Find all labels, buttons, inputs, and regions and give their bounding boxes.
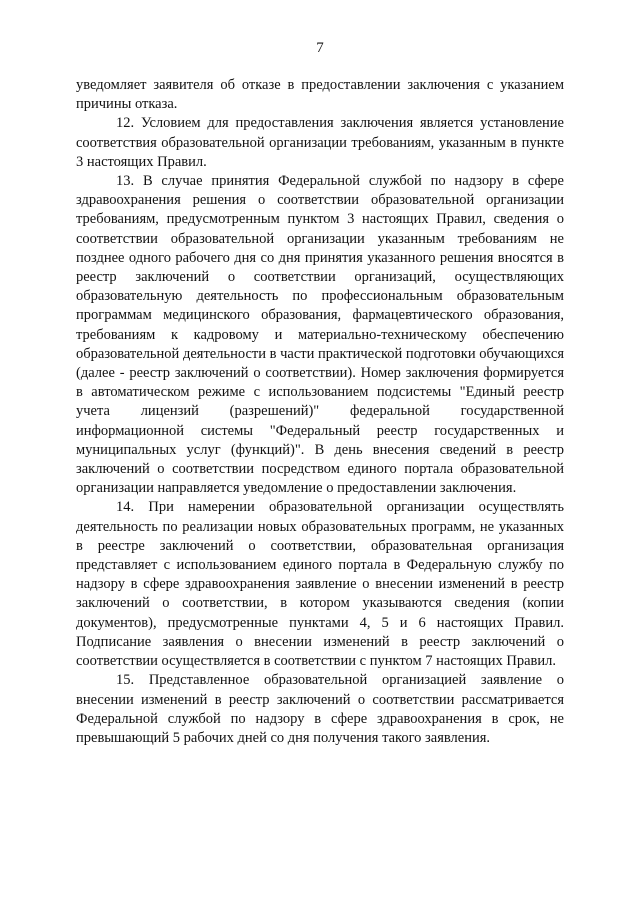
document-body	[76, 76, 564, 748]
paragraph-14: 14. При намерении образовательной организации осуществлять деятельность по реализации новых образовательных программ, не указанных в реестре заключений о соответствии, образовательная организация представляет с использованием единого портала в Федеральную службу по надзору в сфере здравоохранения заявление о внесении изменений в реестр заключений о соответствии, в котором указываются сведения (копии документов), предусмотренные пунктами 4, 5 и 6 настоящих Правил. Подписание заявления о внесении изменений в реестр заключений о соответствии осуществляется в соответствии с пунктом 7 настоящих Правил.	[76, 499, 564, 670]
page-number: 7	[316, 40, 324, 56]
paragraph-13: 13. В случае принятия Федеральной службой по надзору в сфере здравоохранения решения о соответствии образовательной организации требованиям, предусмотренным пунктом 3 настоящих Правил, сведения о соответствии образовательной организации указанным требованиям не позднее одного рабочего дня со дня принятия указанного решения вносятся в реестр заключений о соответствии организаций, осуществляющих образовательную деятельность по профессиональным образовательным программам медицинского образования, фармацевтического образования, требованиям к кадровому и материально-техническому обеспечению образовательной деятельности в части практической подготовки обучающихся (далее - реестр заключений о соответствии). Номер заключения формируется в автоматическом режиме с использованием подсистемы "Единый реестр учета лицензий (разрешений)" федеральной государственной информационной системы "Федеральный реестр государственных и муниципальных услуг (функций)". В день внесения сведений в реестр заключений о соответствии посредством единого портала образовательной организации направляется уведомление о предоставлении заключения.	[76, 173, 564, 497]
paragraph-continuation: уведомляет заявителя об отказе в предоставлении заключения с указанием причины отказа.	[76, 77, 564, 113]
paragraph-15: 15. Представленное образовательной организацией заявление о внесении изменений в реестр заключений о соответствии рассматривается Федеральной службой по надзору в сфере здравоохранения в срок, не превышающий 5 рабочих дней со дня получения такого заявления.	[76, 672, 564, 746]
paragraph-12: 12. Условием для предоставления заключения является установление соответствия образовательной организации требованиям, указанным в пункте 3 настоящих Правил.	[76, 115, 564, 170]
